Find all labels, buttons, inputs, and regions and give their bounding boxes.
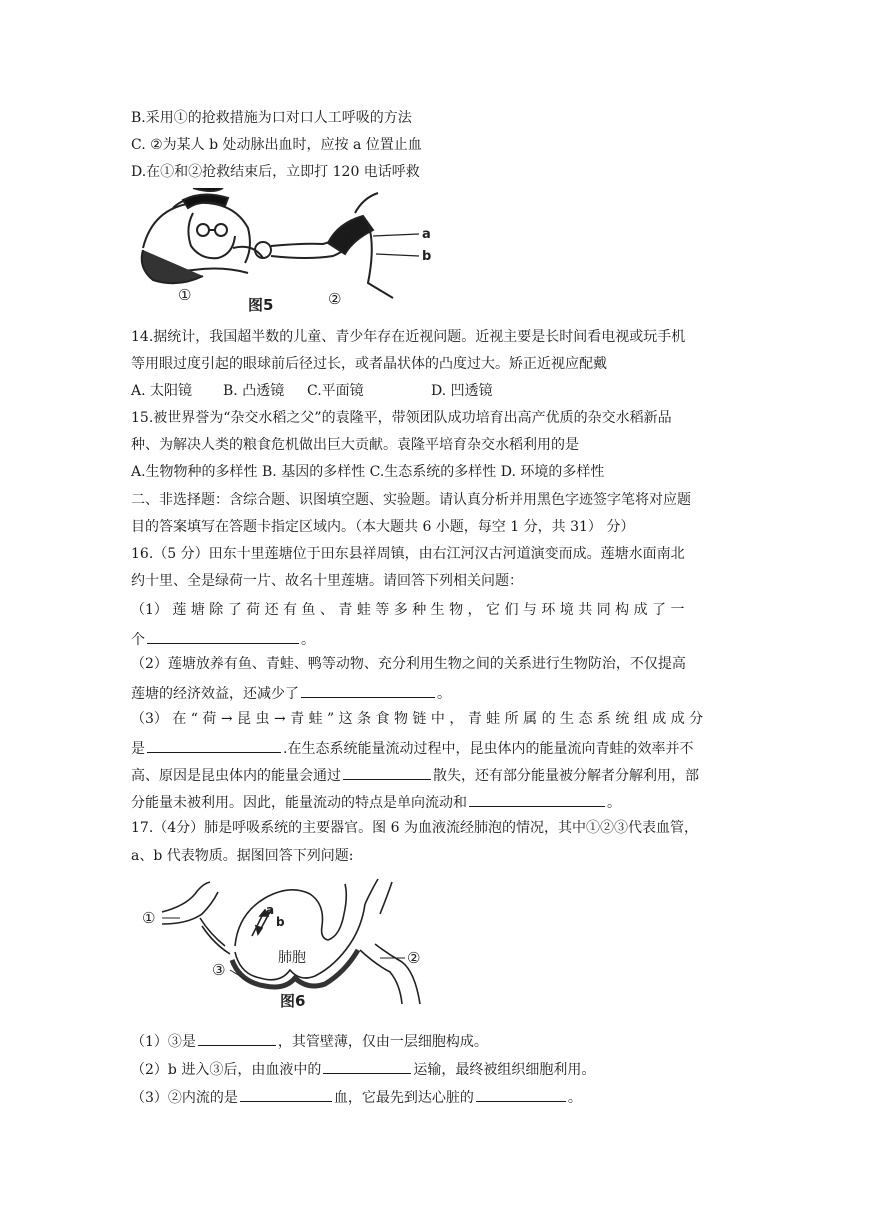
q16-part-1-line-1: （1） 莲 塘 除 了 荷 还 有 鱼 、 青 蛙 等 多 种 生 物 ， 它 们 与 环 境 共 同 构 成 了 一 (131, 602, 685, 618)
q17-part-1-suffix: ，其管壁薄，仅由一层细胞构成。 (277, 1034, 488, 1050)
q14-line-1: 14.据统计，我国超半数的儿童、青少年存在近视问题。近视主要是长时间看电视或玩手机 (131, 329, 686, 345)
figure-5-label-a: a (422, 227, 431, 242)
figure-6-label-1: ① (142, 909, 156, 927)
q16-part-3-line-4-suffix: 。 (607, 795, 621, 811)
q17-part-3-prefix: （3）②内流的是 (131, 1090, 238, 1106)
cpr-illustration (142, 188, 263, 283)
q17-part-2-prefix: （2）b 进入③后，由血液中的 (131, 1062, 322, 1078)
q16-part-1-line-2 (131, 628, 741, 650)
q13-option-d: D.在①和②抢救结束后，立即打 120 电话呼救 (131, 164, 420, 180)
q14-options (131, 381, 741, 401)
figure-6-label-2: ② (407, 949, 421, 967)
q16-part-2-line-2 (131, 682, 741, 704)
q17-intro-2: a、b 代表物质。据图回答下列问题: (131, 848, 354, 864)
q17-intro-1: 17.（4分）肺是呼吸系统的主要器官。图 6 为血液流经肺泡的情况，其中①②③代表血管， (131, 820, 698, 836)
q16-part-1-suffix: 。 (301, 632, 315, 648)
q16-part-3-line-4 (131, 791, 741, 813)
q16-part-3-line-3-prefix: 高、原因是昆虫体内的能量会通过 (131, 768, 341, 784)
q16-part-2-suffix: 。 (437, 686, 451, 702)
q17-part-1 (131, 1030, 741, 1052)
q16-intro-1: 16.（5 分）田东十里莲塘位于田东县祥周镇，由右江河汉古河道演变而成。莲塘水面南北 (131, 546, 685, 562)
figure-6 (140, 874, 440, 1014)
q17-answer-blank-1[interactable] (198, 1030, 276, 1046)
q15-line-2: 种、为解决人类的粮食危机做出巨大贡献。袁隆平培育杂交水稻利用的是 (131, 437, 579, 453)
q17-part-2-suffix: 运输，最终被组织细胞利用。 (413, 1062, 596, 1078)
q16-answer-blank-1[interactable] (147, 628, 299, 644)
q17-part-2 (131, 1058, 741, 1080)
q14-option-c: C.平面镜 (307, 383, 364, 399)
q14-line-2: 等用眼过度引起的眼球前后径过长，或者晶状体的凸度过大。矫正近视应配戴 (131, 356, 607, 372)
q16-part-3-line-4-prefix: 分能量未被利用。因此，能量流动的特点是单向流动和 (131, 795, 467, 811)
section-2-line-2: 目的答案填写在答题卡指定区域内。（本大题共 6 小题，每空 1 分，共 31） 分） (131, 519, 635, 535)
figure-5 (133, 188, 433, 312)
q14-option-d: D. 凹透镜 (431, 383, 493, 399)
figure-5-caption: 图5 (248, 296, 274, 312)
q13-option-b: B.采用①的抢救措施为口对口人工呼吸的方法 (131, 110, 412, 126)
figure-6-label-alveolus: 肺胞 (278, 950, 306, 966)
q14-option-b: B. 凸透镜 (223, 383, 285, 399)
q15-line-1: 15.被世界誉为“杂交水稻之父”的袁隆平，带领团队成功培育出高产优质的杂交水稻新品 (131, 410, 672, 426)
q16-part-3-line-3-suffix: 散失，还有部分能量被分解者分解利用，部 (433, 768, 699, 784)
figure-6-label-b: b (276, 915, 285, 929)
figure-6-label-3: ③ (212, 961, 226, 979)
figure-5-label-b: b (422, 249, 432, 264)
q17-part-3 (131, 1086, 741, 1108)
arm-illustration (255, 193, 419, 298)
q16-part-2-prefix: 莲塘的经济效益，还减少了 (131, 686, 299, 702)
q16-part-3-line-1: （3） 在 “ 荷 → 昆 虫 → 青 蛙 ” 这 条 食 物 链 中 ， 青 蛙 所 属 的 生 态 系 统 组 成 成 分 (131, 711, 704, 727)
q16-intro-2: 约十里、全是绿荷一片、故名十里莲塘。请回答下列相关问题： (131, 573, 523, 589)
q16-part-2-line-1: （2）莲塘放养有鱼、青蛙、鸭等动物、充分利用生物之间的关系进行生物防治，不仅提高 (131, 656, 686, 672)
q13-option-c: C. ②为某人 b 处动脉出血时，应按 a 位置止血 (131, 137, 422, 153)
q17-part-3-suffix: 。 (567, 1090, 582, 1106)
q16-answer-blank-5[interactable] (469, 791, 605, 807)
figure-5-label-1: ① (178, 286, 192, 304)
q16-part-3-line-3 (131, 764, 741, 786)
q16-answer-blank-4[interactable] (343, 764, 431, 780)
figure-6-illustration (140, 874, 440, 1014)
figure-6-label-a: a (266, 903, 275, 917)
q16-answer-blank-2[interactable] (301, 682, 435, 698)
q16-answer-blank-3[interactable] (147, 737, 281, 753)
figure-5-label-2: ② (328, 290, 342, 308)
q17-part-3-text: 血，它最先到达心脏的 (333, 1090, 474, 1106)
alveolus-vessels (162, 879, 420, 1004)
q17-answer-blank-3[interactable] (240, 1086, 332, 1102)
q17-answer-blank-4[interactable] (476, 1086, 566, 1102)
q15-options: A.生物物种的多样性 B. 基因的多样性 C.生态系统的多样性 D. 环境的多样性 (131, 464, 605, 480)
figure-5-illustration (133, 188, 433, 312)
figure-6-caption: 图6 (280, 992, 306, 1010)
q16-part-3-prefix: 是 (131, 741, 145, 757)
q16-part-3-text: .在生态系统能量流动过程中，昆虫体内的能量流向青蛙的效率并不 (283, 741, 694, 757)
q16-part-3-line-2 (131, 737, 741, 759)
q14-option-a: A. 太阳镜 (131, 383, 193, 399)
q17-answer-blank-2[interactable] (323, 1058, 411, 1074)
q17-part-1-prefix: （1）③是 (131, 1034, 196, 1050)
section-2-line-1: 二、非选择题：含综合题、识图填空题、实验题。请认真分析并用黑色字迹签字笔将对应题 (131, 492, 691, 508)
q16-part-1-prefix: 个 (131, 632, 145, 648)
